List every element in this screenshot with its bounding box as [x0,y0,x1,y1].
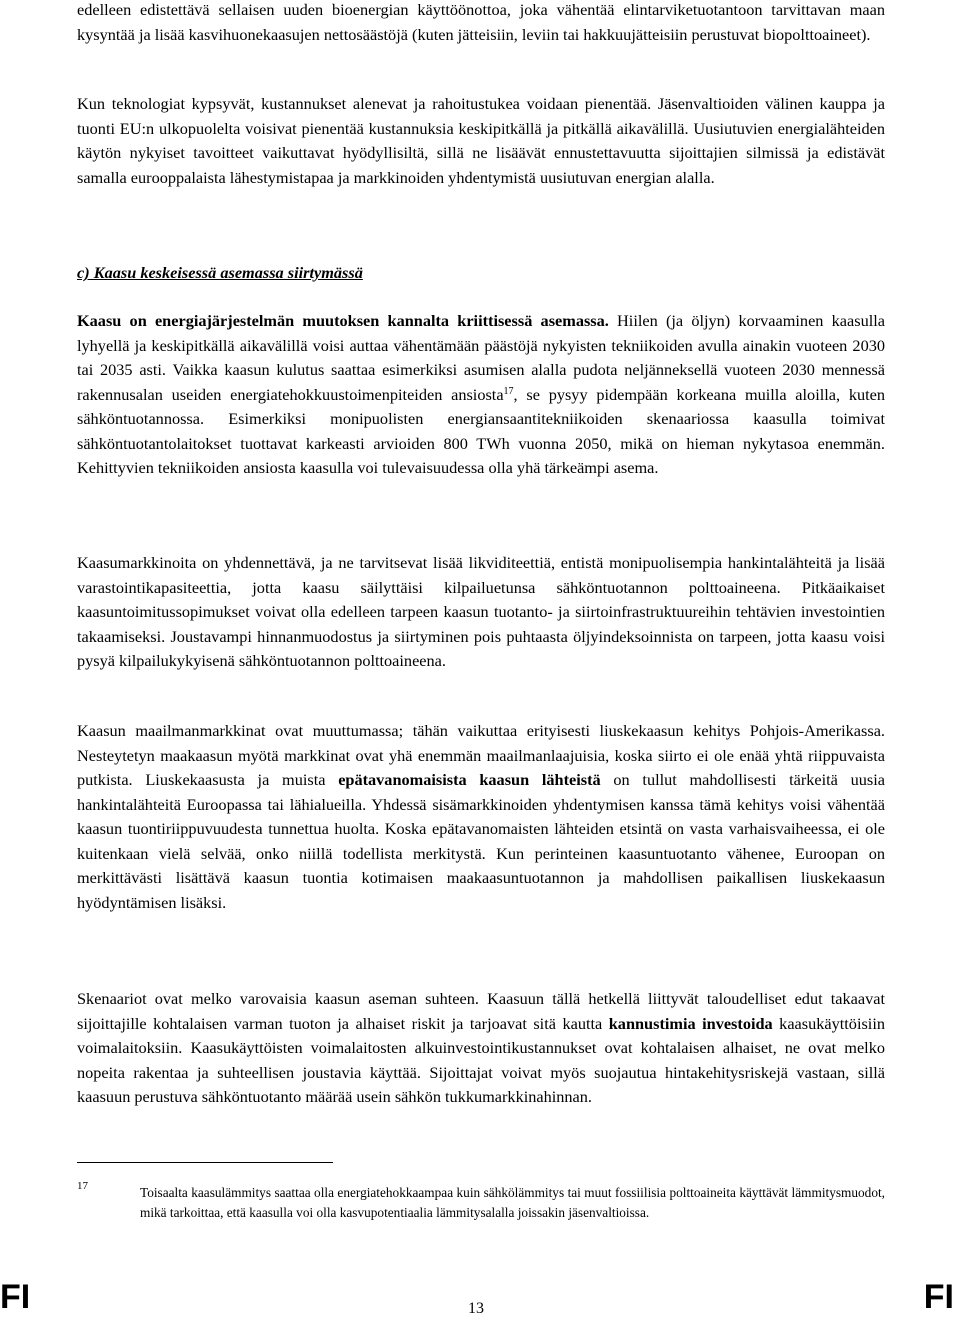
footnote-number: 17 [77,1180,88,1192]
footnote-reference[interactable]: 17 [503,385,514,397]
text-run: kaasukäyttöisiin voimalaitoksiin. Kaasukäyttöisten voimalaitosten alkuinvestointikustannukset ovat kohtalaisen alhaiset, ne ovat melko nopeita rakentaa ja suhteellisen joustavia käyttää. Sijoittajat voivat myös suojautua hintakehitysriskejä vastaan, sillä kaasuun perustuva sähköntuotanto määrää usein sähkön tukkumarkkinahinnan. [77,1013,885,1106]
footnote-divider [77,1162,333,1163]
text-run: Hiilen (ja öljyn) korvaaminen kaasulla lyhyellä ja keskipitkällä aikavälillä voisi auttaa vähentämään päästöjä nykyisten tekniikoiden avulla ainakin vuoteen 2030 tai 2035 asti. Vaikka kaasun kulutus saattaa esimerkiksi asumisen alalla pudota neljänneksellä vuoteen 2030 mennessä rakennusalan useiden energiatehokkuustoimenpiteiden ansiosta [77,311,885,404]
paragraph-global-markets [77,719,885,915]
paragraph-technology-costs: Kun teknologiat kypsyvät, kustannukset alenevat ja rahoitustukea voidaan pienentää. Jäsenvaltioiden välinen kauppa ja tuonti EU:n ulkopuolelta voisivat pienentää kustannuksia keskipitkällä ja pitkällä aikavälillä. Uusiutuvien energialähteiden käytön nykyiset tavoitteet vaikuttavat hyödyllisiltä, sillä ne lisäävät ennustettavuutta sijoittajien silmissä ja edistävät samalla eurooppalaista lähestymistapaa ja markkinoiden yhdentymistä uusiutuvan energian alalla. [77,94,885,187]
paragraph-gas-critical [77,309,885,481]
text-run: Kaasun maailmanmarkkinat ovat muuttumassa; tähän vaikuttaa erityisesti liuskekaasun kehitys Pohjois-Amerikassa. Nesteytetyn maakaasun myötä markkinat ovat yhä enemmän maailmanlaajuisia, koska siirto ei ole enää yhtä riippuvaista putkista. Liuskekaasusta ja muista [77,721,885,789]
footnote-text: Toisaalta kaasulämmitys saattaa olla energiatehokkaampaa kuin sähkölämmitys tai muut fossiilisia polttoaineita käyttävät lämmitysmuodot, mikä tarkoittaa, että kaasulla voi olla kasvupotentiaalia lämmitysalalla joissakin jäsenvaltioissa. [140,1185,885,1221]
language-code-right: FI [923,1278,954,1316]
bold-phrase-incentives: kannustimia investoida [608,1013,773,1033]
page-number: 13 [468,1300,484,1317]
paragraph-scenarios [77,987,885,1110]
text-run: , se pysyy pidempään korkeana muilla aloilla, kuten sähköntuotannossa. Esimerkiksi monipuolisten energiansaantitekniikoiden skenaariossa kaasulla toimivat sähköntuotantolaitokset tuottavat karkeasti arvioiden 800 TWh vuonna 2050, mikä on hieman nykytasoa enemmän. Kehittyvien tekniikoiden ansiosta kaasulla voi tulevaisuudessa olla yhä tärkeämpi asema. [77,384,885,477]
bold-phrase-gas-critical: Kaasu on energiajärjestelmän muutoksen kannalta kriittisessä asemassa. [77,311,609,330]
section-heading-gas: c) Kaasu keskeisessä asemassa siirtymässä [77,263,363,282]
bold-phrase-unconventional: epätavanomaisista kaasun lähteistä [338,770,601,789]
text-run: Skenaariot ovat melko varovaisia kaasun aseman suhteen. Kaasuun tällä hetkellä liittyvät taloudelliset edut takaavat sijoittajille kohtalaisen varman tuoton ja alhaiset riskit ja tarjoavat sitä kautta [77,989,885,1033]
paragraph-gas-markets: Kaasumarkkinoita on yhdennettävä, ja ne tarvitsevat lisää likviditeettiä, entistä monipuolisempia hankintalähteitä ja lisää varastointikapasiteettia, jotta kaasu säilyttäisi kilpailuetunsa sähköntuotannon polttoaineena. Pitkäaikaiset kaasuntoimitussopimukset voivat olla edelleen tarpeen kaasun tuotanto- ja siirtoinfrastruktuureihin tehtävien investointien takaamiseksi. Joustavampi hinnanmuodostus ja siirtyminen pois puhtaasta öljyindeksoinnista on tarpeen, jotta kaasu voisi pysyä kilpailukykyisenä sähköntuotannon polttoaineena. [77,553,885,670]
text-run: on tullut mahdollisesti tärkeitä uusia hankintalähteitä Euroopassa tai lähialueilla. Yhdessä sisämarkkinoiden yhdentymisen kanssa tämä kehitys voisi vähentää kaasun tuontiriippuvuudesta tunnettua huolta. Koska epätavanomaisten lähteiden etsintä on vasta varhaisvaiheessa, ei ole kuitenkaan vielä selvää, onko niillä todellista merkitystä. Kun perinteinen kaasuntuotanto vähenee, Euroopan on merkittävästi lisättävä kaasun tuontia kotimaisen maakaasuntuotannon ja mahdollisen paikallisen liuskekaasun hyödyntämisen lisäksi. [77,770,885,912]
paragraph-bioenergy: edelleen edistettävä sellaisen uuden bioenergian käyttöönottoa, joka vähentää elintarviketuotantoon tarvittavan maan kysyntää ja lisää kasvihuonekaasujen nettosäästöjä (kuten jätteisiin, leviin tai hakkuujätteisiin perustuvat biopolttoaineet). [77,0,885,44]
language-code-left: FI [0,1278,31,1316]
